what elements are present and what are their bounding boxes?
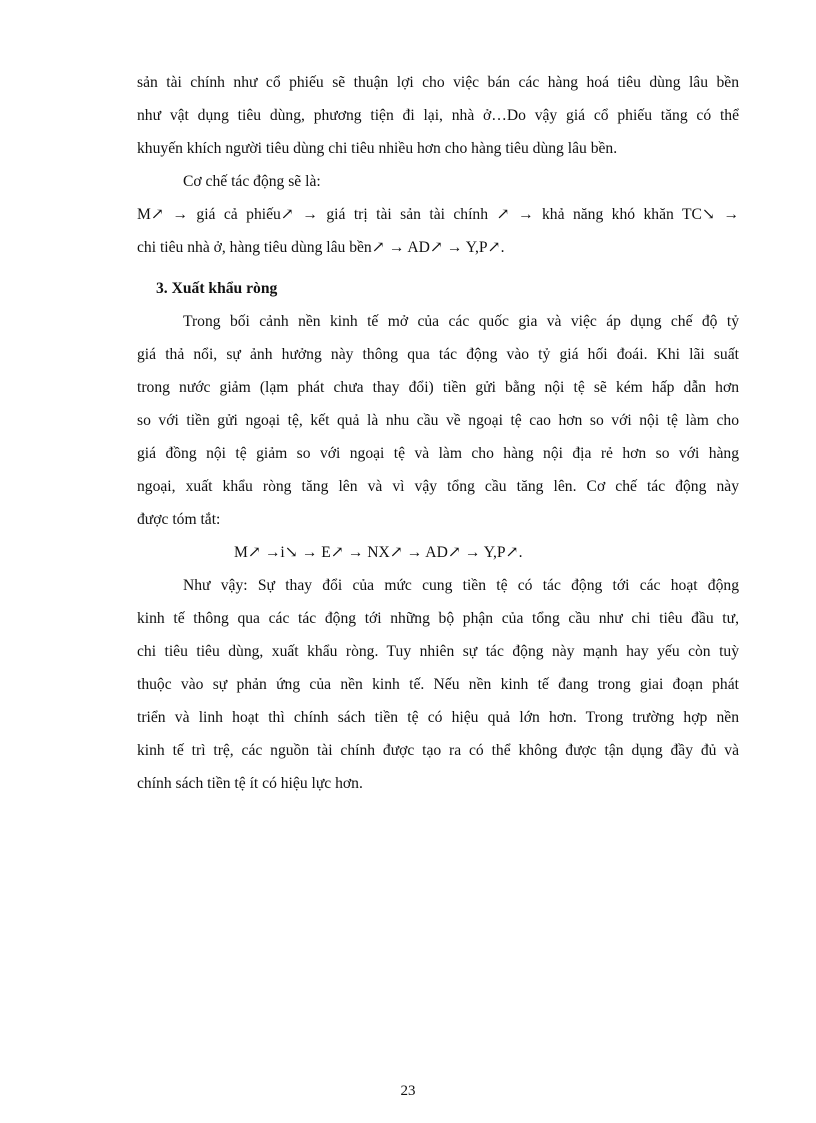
paragraph-line: sản tài chính như cổ phiếu sẽ thuận lợi cho việc bán các hàng hoá tiêu dùng lâu bền	[137, 74, 739, 91]
mechanism-line: chi tiêu nhà ở, hàng tiêu dùng lâu bền↗ → AD↗ → Y,P↗.	[137, 239, 505, 256]
paragraph-line: khuyến khích người tiêu dùng chi tiêu nhiều hơn cho hàng tiêu dùng lâu bền.	[137, 140, 618, 157]
paragraph-line: trong nước giảm (lạm phát chưa thay đổi) tiền gửi bằng nội tệ sẽ kém hấp dẫn hơn	[137, 379, 739, 396]
paragraph-line: thuộc vào sự phản ứng của nền kinh tế. Nếu nền kinh tế đang trong giai đoạn phát	[137, 676, 739, 693]
paragraph-line: so với tiền gửi ngoại tệ, kết quả là nhu cầu về ngoại tệ cao hơn so với nội tệ làm cho	[137, 412, 739, 429]
mechanism-intro: Cơ chế tác động sẽ là:	[183, 173, 321, 190]
page-number: 23	[400, 1083, 416, 1099]
mechanism-line: M↗ → giá cả phiếu↗ → giá trị tài sản tài chính ↗ → khả năng khó khăn TC↘ →	[137, 206, 739, 223]
exchange-rate-formula: M↗ →i↘ → E↗ → NX↗ → AD↗ → Y,P↗.	[234, 544, 523, 561]
paragraph-line: giá thả nổi, sự ảnh hưởng này thông qua tác động vào tỷ giá hối đoái. Khi lãi suất	[137, 346, 739, 363]
paragraph-line: chính sách tiền tệ ít có hiệu lực hơn.	[137, 775, 363, 792]
paragraph-line: được tóm tắt:	[137, 511, 221, 528]
mechanism-formula	[137, 198, 739, 264]
paragraph-line: ngoại, xuất khẩu ròng tăng lên và vì vậy tổng cầu tăng lên. Cơ chế tác động này	[137, 478, 739, 495]
paragraph-line: kinh tế thông qua các tác động tới những bộ phận của tổng cầu như chi tiêu đầu tư,	[137, 610, 739, 627]
paragraph-line: giá đồng nội tệ giảm so với ngoại tệ và làm cho hàng nội địa rẻ hơn so với hàng	[137, 445, 739, 462]
section-heading: 3. Xuất khẩu ròng	[156, 280, 278, 297]
paragraph-net-exports	[137, 305, 739, 536]
paragraph-line: chi tiêu tiêu dùng, xuất khẩu ròng. Tuy nhiên sự tác động này mạnh hay yếu còn tuỳ	[137, 643, 739, 660]
paragraph-durable-goods	[137, 66, 739, 165]
paragraph-line: triển và linh hoạt thì chính sách tiền tệ có hiệu quả lớn hơn. Trong trường hợp nền	[137, 709, 739, 726]
paragraph-line: kinh tế trì trệ, các nguồn tài chính được tạo ra có thể không được tận dụng đầy đủ và	[137, 742, 739, 759]
paragraph-line: Trong bối cảnh nền kinh tế mở của các quốc gia và việc áp dụng chế độ tỷ	[183, 313, 739, 330]
document-page	[137, 66, 739, 800]
paragraph-line: như vật dụng tiêu dùng, phương tiện đi lại, nhà ở…Do vậy giá cổ phiếu tăng có thể	[137, 107, 739, 124]
paragraph-line: Như vậy: Sự thay đổi của mức cung tiền tệ có tác động tới các hoạt động	[183, 577, 739, 594]
paragraph-conclusion	[137, 569, 739, 800]
